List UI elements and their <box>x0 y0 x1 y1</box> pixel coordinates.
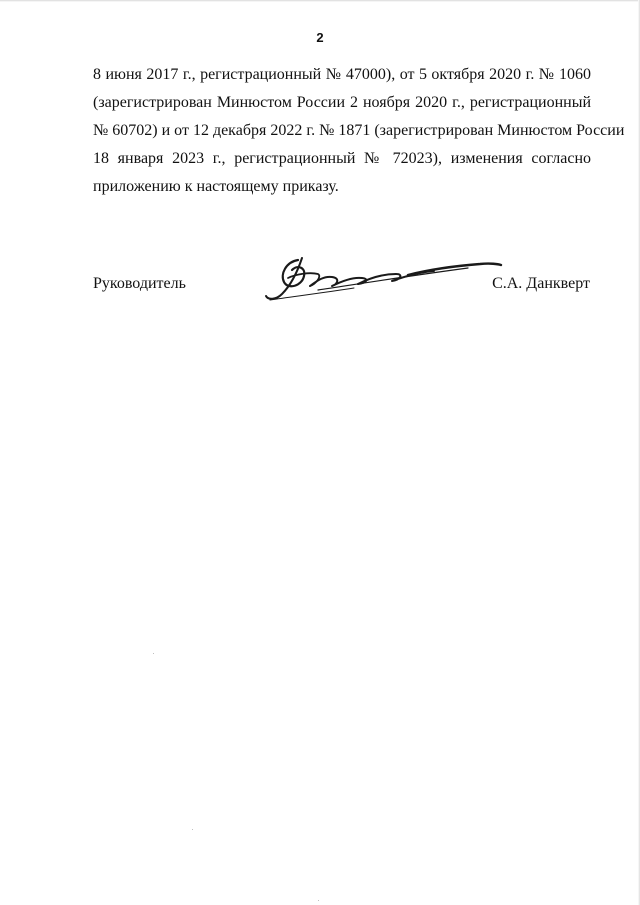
body-line: приложению к настоящему приказу. <box>93 178 339 195</box>
document-body <box>93 61 625 201</box>
scan-edge-top <box>0 0 640 2</box>
page-number: 2 <box>316 30 324 45</box>
scan-speck <box>153 653 154 654</box>
body-line: № 60702) и от 12 декабря 2022 г. № 1871 (зарегистрирован Минюстом России <box>93 122 625 139</box>
handwritten-signature <box>258 250 503 306</box>
signatory-position: Руководитель <box>93 275 186 292</box>
scan-speck <box>318 900 319 901</box>
signatory-name: С.А. Данкверт <box>492 275 590 292</box>
body-line: (зарегистрирован Минюстом России 2 ноября 2020 г., регистрационный <box>93 94 591 111</box>
scan-speck <box>192 829 193 830</box>
body-line: 8 июня 2017 г., регистрационный № 47000), от 5 октября 2020 г. № 1060 <box>93 66 591 83</box>
body-line: 18 января 2023 г., регистрационный № 72023), изменения согласно <box>93 150 591 167</box>
